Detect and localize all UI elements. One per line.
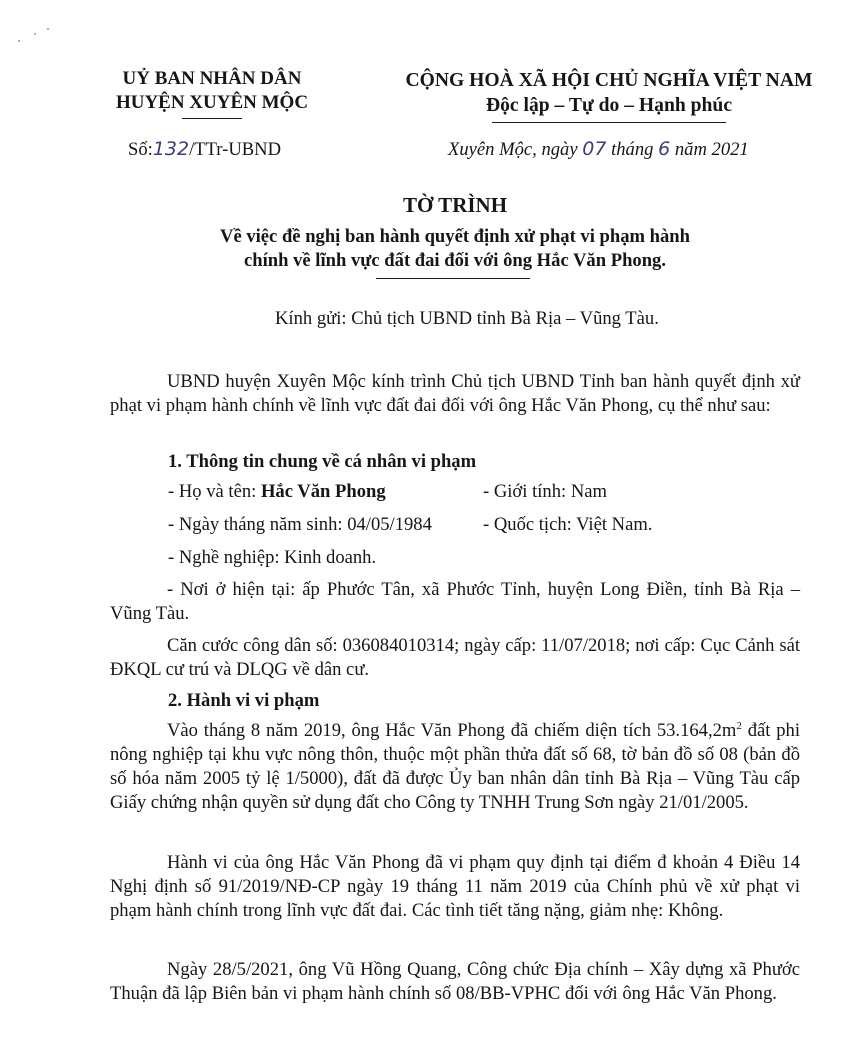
intro-paragraph: UBND huyện Xuyên Mộc kính trình Chủ tịch UBND Tỉnh ban hành quyết định xử phạt vi phạm hành chính về lĩnh vực đất đai đối với ông Hắc Văn Phong, cụ thể như sau:	[110, 371, 800, 416]
nationality-row: - Quốc tịch: Việt Nam.	[483, 514, 653, 535]
violation-paragraph1	[110, 719, 800, 815]
name-row	[168, 481, 386, 503]
document-number-prefix: Số:	[128, 139, 153, 160]
handwritten-day: 07	[582, 138, 607, 160]
dob-row: - Ngày tháng năm sinh: 04/05/1984	[168, 514, 432, 535]
p1-superscript: 2	[736, 719, 742, 732]
document-number-suffix: /TTr-UBND	[189, 139, 282, 160]
handwritten-number: 132	[152, 138, 190, 160]
violation-paragraph3: Ngày 28/5/2021, ông Vũ Hồng Quang, Công chức Địa chính – Xây dựng xã Phước Thuận đã lập Biên bản vi phạm hành chính số 08/BB-VPHC đối với ông Hắc Văn Phong.	[110, 959, 800, 1004]
title-underline	[376, 278, 530, 279]
subject-line2: chính về lĩnh vực đất đai đối với ông Hắc Văn Phong.	[244, 250, 666, 271]
document-number	[128, 138, 281, 161]
residence-paragraph: - Nơi ở hiện tại: ấp Phước Tân, xã Phước Tỉnh, huyện Long Điền, tỉnh Bà Rịa – Vũng Tàu.	[110, 579, 800, 624]
handwritten-month: 6	[658, 138, 671, 160]
agency-name-line2: HUYỆN XUYÊN MỘC	[115, 92, 309, 113]
occupation-row: - Nghề nghiệp: Kinh doanh.	[168, 547, 377, 568]
section1-heading: 1. Thông tin chung về cá nhân vi phạm	[168, 451, 477, 472]
scan-speck	[34, 33, 36, 35]
scan-speck	[47, 28, 49, 30]
agency-underline	[182, 118, 242, 119]
id-card-paragraph: Căn cước công dân số: 036084010314; ngày cấp: 11/07/2018; nơi cấp: Cục Cảnh sát ĐKQL cư trú và DLQG về dân cư.	[110, 635, 800, 680]
recipient-line: Kính gửi: Chủ tịch UBND tỉnh Bà Rịa – Vũng Tàu.	[275, 308, 659, 329]
nation-name: CỘNG HOÀ XÃ HỘI CHỦ NGHĨA VIỆT NAM	[405, 70, 813, 91]
p1-text-a: Vào tháng 8 năm 2019, ông Hắc Văn Phong đã chiếm diện tích 53.164,2m	[167, 720, 737, 741]
name-label: - Họ và tên:	[168, 481, 261, 502]
p1-text-b: đất phi nông nghiệp tại khu vực nông thôn, thuộc một phần thửa đất số 68, tờ bản đồ số 08 (bản đồ số hóa năm 2005 tỷ lệ 1/5000), đất đã được Ủy ban nhân dân tỉnh Bà Rịa – Vũng Tàu cấp Giấy chứng nhận quyền sử dụng đất cho Công ty TNHH Trung Sơn ngày 21/01/2005.	[110, 720, 800, 813]
agency-name-line1: UỶ BAN NHÂN DÂN	[122, 68, 302, 89]
national-motto: Độc lập – Tự do – Hạnh phúc	[485, 95, 733, 116]
date-year: năm 2021	[674, 139, 749, 160]
date-place: Xuyên Mộc, ngày	[448, 139, 578, 160]
date-month-label: tháng	[611, 139, 654, 160]
motto-underline	[492, 122, 726, 123]
scan-speck	[18, 40, 20, 42]
section2-heading: 2. Hành vi vi phạm	[168, 690, 320, 711]
violation-paragraph2: Hành vi của ông Hắc Văn Phong đã vi phạm quy định tại điểm đ khoản 4 Điều 14 Nghị định số 91/2019/NĐ-CP ngày 19 tháng 11 năm 2019 của Chính phủ về xử phạt vi phạm hành chính trong lĩnh vực đất đai. Các tình tiết tăng nặng, giảm nhẹ: Không.	[110, 852, 800, 921]
subject-line1: Về việc đề nghị ban hành quyết định xử phạt vi phạm hành	[220, 226, 690, 247]
document-title: TỜ TRÌNH	[402, 193, 508, 217]
gender-row: - Giới tính: Nam	[483, 481, 607, 502]
name-value: Hắc Văn Phong	[260, 481, 386, 502]
document-date	[448, 138, 749, 161]
